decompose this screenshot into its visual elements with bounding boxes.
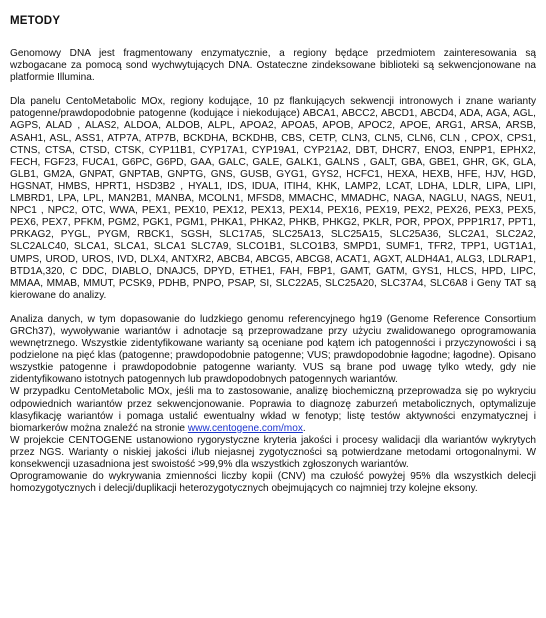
section-heading: METODY	[10, 15, 61, 27]
paragraph-sequencing: Genomowy DNA jest fragmentowany enzymatycznie, a regiony będące przedmiotem zainteresowania są wzbogacane za pomocą sond wychwytujących DNA. Ostateczne zindeksowane biblioteki są sekwencjonowane na platformie Illumina.	[10, 48, 536, 84]
link-period: .	[302, 422, 306, 434]
paragraph-data-analysis: Analiza danych, w tym dopasowanie do ludzkiego genomu referencyjnego hg19 (Genome Reference Consortium GRCh37), wywoływanie wariantów i adnotacje są przeprowadzane przy użyciu zwalidowanego oprogramowania wewnętrznego. Wszystkie zidentyfikowane warianty są oceniane pod kątem ich patogenności i przyczynowości i są podzielone na pięć klas (patogenne; prawdopodobnie patogenne; VUS; prawdopodobnie łagodne; łagodne). Opisano wszystkie patogenne i prawdopodobnie patogenne warianty. VUS są brane pod uwagę tylko wtedy, gdy nie zidentyfikowano istotnych patogennych lub prawdopodobnych patogennych wariantów.	[10, 313, 536, 386]
paragraph-cnv-detection: Oprogramowanie do wykrywania zmienności liczby kopii (CNV) ma czułość powyżej 95% dla wszystkich delecji homozygotycznych i delecji/duplikacji heterozygotycznych obejmujących co najmniej trzy kolejne eksony.	[10, 471, 536, 495]
paragraph-biochemical-analysis	[10, 386, 536, 434]
paragraph-gene-panel: Dla panelu CentoMetabolic MOx, regiony kodujące, 10 pz flankujących sekwencji intronowych i znane warianty patogenne/prawdopodobnie patogenne (kodujące i niekodujące) ABCA1, ABCC2, ABCD1, ABCD4, ADA, AGA, AGL, AGPS, ALAD , ALAS2, ALDOA, ALDOB, ALPL, APOA2, APOA5, APOB, APOC2, APOE, ARG1, ARSA, ARSB, ASAH1, ASL, ASS1, ATP7A, ATP7B, BCKDHA, BCKDHB, CBS, CETP, CLN3, CLN5, CLN6, CLN , CPOX, CPS1, CTNS, CTSA, CTSD, CTSK, CYP11B1, CYP17A1, CYP19A1, CYP21A2, DBT, DHCR7, ENO3, ENPP1, EPHX2, FECH, FGF23, FUCA1, G6PC, G6PD, GAA, GALC, GALE, GALK1, GALNS , GALT, GBA, GBE1, GHR, GK, GLA, GLB1, GM2A, GNPAT, GNPTAB, GNPTG, GNS, GUSB, GYG1, GYS2, HCFC1, HEXA, HEXB, HFE, HJV, HGD, HGSNAT, HMBS, HPRT1, HSD3B2 , HYAL1, IDS, IDUA, ITIH4, KHK, LAMP2, LCAT, LDHA, LDLR, LIPA, LIPI, LMBRD1, LPA, LPL, MAN2B1, MANBA, MCOLN1, MFSD8, MMACHC, MMADHC, NAGA, NAGLU, NAGS, NEU1, NPC1 , NPC2, OTC, WWA, PEX1, PEX10, PEX12, PEX13, PEX14, PEX16, PEX19, PEX2, PEX26, PEX3, PEX5, PEX6, PEX7, PFKM, PGM2, PGK1, PGM1, PHKA1, PHKA2, PHKB, PHKG2, PKLR, POR, PPOX, PPP1R17, PPT1, PRKAG2, PYGL, PYGM, RBCK1, SGSH, SLC17A5, SLC25A13, SLC25A15, SLC25A36, SLC2A1, SLC2A2, SLC2ALC40, SLCA1, SLCA1, SLCA1 SLC7A9, SLCO1B1, SLCO1B3, SMPD1, SUMF1, TFR2, TPP1, UGT1A1, UMPS, UROD, UROS, IVD, DLX4, ANTXR2, ABCB4, ABCG5, ABCG8, ACAT1, AGXT, ALDH4A1, ALG3, LDLRAP1, BTD1A,320, C DDC, DIABLO, DNAJC5, DPYD, ETHE1, FAH, FBP1, GAMT, GATM, GYS1, HLCS, HPD, LIPC, MMAA, MMAB, MMUT, PCSK9, PDHB, PNPO, PSAP, SI, SLC22A5, SLC25A20, SLC37A4, SLC6A8 i Geny TAT są kierowane do analizy.	[10, 96, 536, 301]
centogene-mox-link[interactable]: www.centogene.com/mox	[187, 422, 303, 434]
paragraph-quality-validation: W projekcie CENTOGENE ustanowiono rygorystyczne kryteria jakości i procesy walidacji dla wariantów wykrytych przez NGS. Warianty o niskiej jakości i/lub niejasnej zygotyczności są potwierdzane metodami ortogonalnymi. W konsekwencji uzasadniona jest swoistość >99,9% dla wszystkich zgłoszonych wariantów.	[10, 434, 536, 470]
biochemical-text: W przypadku CentoMetabolic MOx, jeśli ma to zastosowanie, analizę biochemiczną przeprowadza się po wykryciu odpowiednich wariantów przez sekwencjonowanie. Poprawia to diagnozę zaburzeń metabolicznych, optymalizuje klasyfikację wariantów i pomaga ustalić ewentualny wkład w fenotyp; listę testów aktywności enzymatycznej i biomarkerów można znaleźć na stronie	[10, 386, 536, 434]
